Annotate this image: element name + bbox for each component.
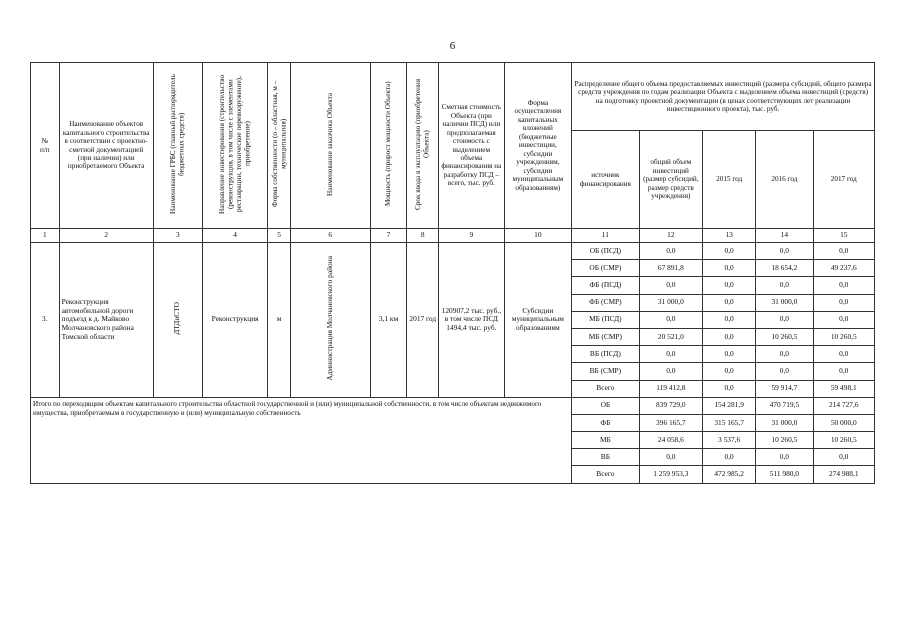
year-2015-cell: 0,0 xyxy=(703,363,756,380)
header-customer: Наименование заказчика Объекта xyxy=(325,92,334,196)
year-2016-cell: 10 260,5 xyxy=(756,328,813,345)
total-cell: 0,0 xyxy=(639,346,702,363)
column-number: 15 xyxy=(813,229,874,243)
total-cell: 119 412,8 xyxy=(639,380,702,397)
object-num: 3. xyxy=(31,243,60,398)
table-row xyxy=(31,243,875,260)
year-2016-cell: 18 654,2 xyxy=(756,260,813,277)
total-total-cell: 839 729,0 xyxy=(639,397,702,414)
header-direction: Направление инвестирования (строительство (реконструкция, в том числе с элементами реставрации, техническое перевооружение), приобретение) xyxy=(218,74,252,214)
object-grbs: ДТДиСТО xyxy=(172,302,182,335)
total-total-cell: 396 165,7 xyxy=(639,414,702,431)
header-object-name: Наименование объектов капитального строительства в соответствии с проектно-сметной документацией (при наличии) или приобретаемого Объекта xyxy=(59,63,153,229)
column-number: 13 xyxy=(703,229,756,243)
column-number: 7 xyxy=(370,229,407,243)
total-total-cell: 24 058,6 xyxy=(639,432,702,449)
total-2016-cell: 31 000,0 xyxy=(756,414,813,431)
year-2016-cell: 0,0 xyxy=(756,311,813,328)
year-2015-cell: 0,0 xyxy=(703,294,756,311)
column-number: 14 xyxy=(756,229,813,243)
investment-table xyxy=(30,62,875,484)
total-2015-cell: 315 165,7 xyxy=(703,414,756,431)
header-2015: 2015 год xyxy=(703,131,756,229)
total-cell: 0,0 xyxy=(639,277,702,294)
object-direction: Реконструкция xyxy=(202,243,267,398)
header-num: № п/п xyxy=(31,63,60,229)
column-number: 3 xyxy=(153,229,202,243)
column-number: 12 xyxy=(639,229,702,243)
object-customer-cell xyxy=(290,243,370,398)
header-total-volume: общий объем инвестиций (размер субсидий, размер средств учреждения) xyxy=(639,131,702,229)
header-2017: 2017 год xyxy=(813,131,874,229)
column-number: 2 xyxy=(59,229,153,243)
column-number: 11 xyxy=(572,229,640,243)
total-source-cell: МБ xyxy=(572,432,640,449)
total-source-cell: ФБ xyxy=(572,414,640,431)
column-number: 10 xyxy=(504,229,572,243)
year-2017-cell: 0,0 xyxy=(813,363,874,380)
source-cell: ФБ (СМР) xyxy=(572,294,640,311)
year-2016-cell: 0,0 xyxy=(756,277,813,294)
total-row xyxy=(31,397,875,414)
total-source-cell: Всего xyxy=(572,466,640,483)
page-number: 6 xyxy=(449,40,456,52)
total-2017-cell: 274 988,1 xyxy=(813,466,874,483)
year-2017-cell: 0,0 xyxy=(813,294,874,311)
total-2016-cell: 511 980,0 xyxy=(756,466,813,483)
object-ownership: м xyxy=(268,243,291,398)
source-cell: МБ (ПСД) xyxy=(572,311,640,328)
year-2015-cell: 0,0 xyxy=(703,328,756,345)
year-2016-cell: 0,0 xyxy=(756,346,813,363)
total-2015-cell: 3 537,6 xyxy=(703,432,756,449)
total-cell: 67 891,8 xyxy=(639,260,702,277)
object-grbs-cell xyxy=(153,243,202,398)
total-total-cell: 0,0 xyxy=(639,449,702,466)
column-number: 4 xyxy=(202,229,267,243)
source-cell: ВБ (СМР) xyxy=(572,363,640,380)
object-form: Субсидии муниципальным образованиям xyxy=(504,243,572,398)
total-source-cell: ВБ xyxy=(572,449,640,466)
year-2015-cell: 0,0 xyxy=(703,243,756,260)
header-cost: Сметная стоимость Объекта (при наличии ПСД) или предполагаемая стоимость с выделением объема финансирования на разработку ПСД – всего, тыс. руб. xyxy=(439,63,504,229)
header-capacity: Мощность (прирост мощности Объекта) xyxy=(384,81,393,207)
total-2016-cell: 470 719,5 xyxy=(756,397,813,414)
source-cell: МБ (СМР) xyxy=(572,328,640,345)
column-number: 1 xyxy=(31,229,60,243)
column-number: 5 xyxy=(268,229,291,243)
total-2015-cell: 472 985,2 xyxy=(703,466,756,483)
column-numbers-row xyxy=(31,229,875,243)
year-2015-cell: 0,0 xyxy=(703,380,756,397)
total-2015-cell: 0,0 xyxy=(703,449,756,466)
total-source-cell: ОБ xyxy=(572,397,640,414)
header-term: Срок ввода в эксплуатацию (приобретения Объекта) xyxy=(414,78,431,210)
source-cell: ОБ (СМР) xyxy=(572,260,640,277)
object-name: Реконструкция автомобильной дороги подъезд к д. Майково Молчановского района Томской области xyxy=(59,243,153,398)
year-2017-cell: 59 498,1 xyxy=(813,380,874,397)
year-2015-cell: 0,0 xyxy=(703,346,756,363)
object-customer: Администрация Молчановского района xyxy=(324,256,334,381)
total-2017-cell: 10 260,5 xyxy=(813,432,874,449)
object-term: 2017 год xyxy=(407,243,439,398)
object-cost: 120907,2 тыс. руб., в том числе ПСД 1494,4 тыс. руб. xyxy=(439,243,504,398)
year-2015-cell: 0,0 xyxy=(703,311,756,328)
header-grbs: Наименование ГРБС (главный распорядитель бюджетных средств) xyxy=(169,74,186,215)
year-2016-cell: 0,0 xyxy=(756,363,813,380)
year-2017-cell: 10 260,5 xyxy=(813,328,874,345)
header-source: источник финансирования xyxy=(572,131,640,229)
year-2015-cell: 0,0 xyxy=(703,260,756,277)
total-2016-cell: 0,0 xyxy=(756,449,813,466)
column-number: 6 xyxy=(290,229,370,243)
header-2016: 2016 год xyxy=(756,131,813,229)
total-cell: 31 000,0 xyxy=(639,294,702,311)
total-2016-cell: 10 260,5 xyxy=(756,432,813,449)
total-cell: 0,0 xyxy=(639,311,702,328)
column-number: 9 xyxy=(439,229,504,243)
total-2017-cell: 0,0 xyxy=(813,449,874,466)
total-total-cell: 1 259 953,3 xyxy=(639,466,702,483)
source-cell: ВБ (ПСД) xyxy=(572,346,640,363)
year-2015-cell: 0,0 xyxy=(703,277,756,294)
total-cell: 0,0 xyxy=(639,363,702,380)
year-2017-cell: 0,0 xyxy=(813,243,874,260)
header-ownership: Форма собственности (о – областная, м – муниципальная) xyxy=(270,81,288,208)
year-2017-cell: 0,0 xyxy=(813,277,874,294)
header-distribution: Распределение общего объема предоставляемых инвестиций (размера субсидий, общего размера средств учреждения по годам реализации Объекта с выделением объема инвестиций (средств) на подготовку проектной документации (в ценах соответствующих лет реализации инвестиционного проекта), тыс. руб. xyxy=(572,63,875,131)
source-cell: Всего xyxy=(572,380,640,397)
total-2017-cell: 50 000,0 xyxy=(813,414,874,431)
total-2015-cell: 154 281,9 xyxy=(703,397,756,414)
total-description: Итого по переходящим объектам капитального строительства областной государственной и (или) муниципальной собственности, в том числе объектам недвижимого имущества, приобретаемым в государственную и (или) муниципальную собственность xyxy=(31,397,572,483)
column-number: 8 xyxy=(407,229,439,243)
year-2017-cell: 0,0 xyxy=(813,311,874,328)
source-cell: ФБ (ПСД) xyxy=(572,277,640,294)
object-capacity: 3,1 км xyxy=(370,243,407,398)
total-cell: 0,0 xyxy=(639,243,702,260)
header-form: Форма осуществления капитальных вложений (бюджетные инвестиции, субсидии учреждениям, субсидии муниципальным образованиям) xyxy=(504,63,572,229)
source-cell: ОБ (ПСД) xyxy=(572,243,640,260)
total-cell: 20 521,0 xyxy=(639,328,702,345)
year-2016-cell: 31 000,0 xyxy=(756,294,813,311)
year-2017-cell: 0,0 xyxy=(813,346,874,363)
year-2017-cell: 49 237,6 xyxy=(813,260,874,277)
total-2017-cell: 214 727,6 xyxy=(813,397,874,414)
year-2016-cell: 59 914,7 xyxy=(756,380,813,397)
year-2016-cell: 0,0 xyxy=(756,243,813,260)
